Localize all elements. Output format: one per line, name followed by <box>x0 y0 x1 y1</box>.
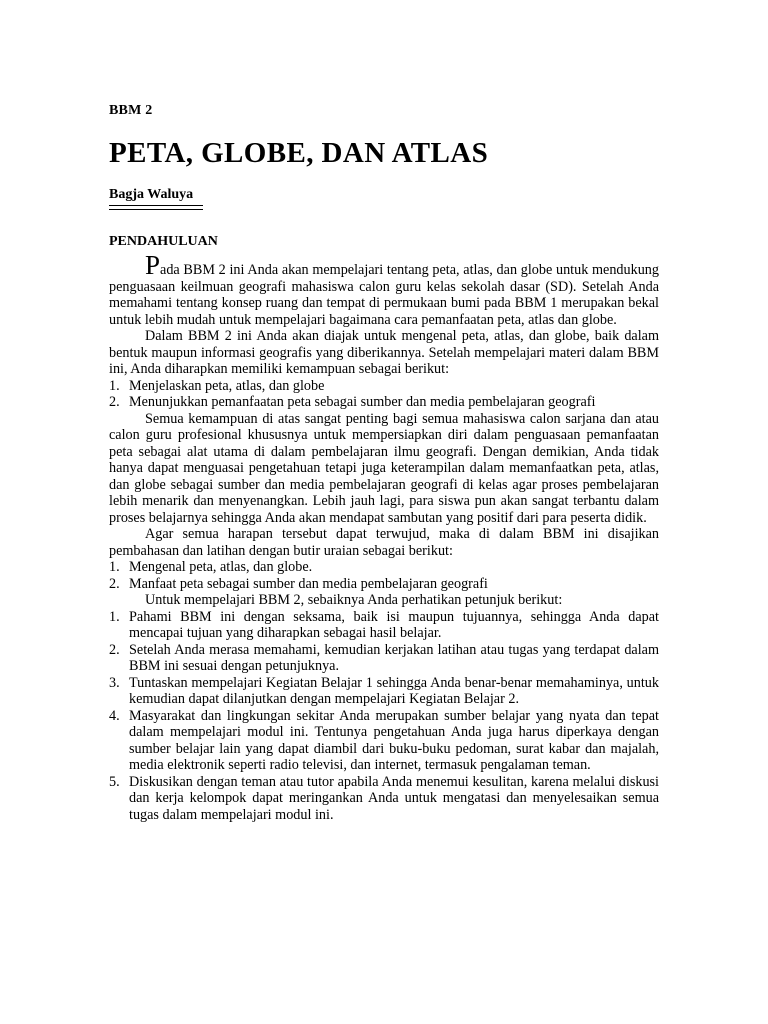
list-item-number: 4. <box>109 707 120 724</box>
list-item <box>109 394 659 411</box>
author-name: Bagja Waluya <box>109 187 194 202</box>
list-item-text: Setelah Anda merasa memahami, kemudian kerjakan latihan atau tugas yang terdapat dalam BBM ini sesuai dengan petunjuknya. <box>129 641 659 674</box>
instructions-list <box>109 609 659 824</box>
list-item-text: Menunjukkan pemanfaatan peta sebagai sumber dan media pembelajaran geografi <box>129 394 596 410</box>
list-item-text: Pahami BBM ini dengan seksama, baik isi maupun tujuannya, sehingga Anda dapat mencapai tujuan yang diharapkan sebagai hasil belajar. <box>129 608 659 641</box>
objectives-list <box>109 378 659 411</box>
list-item <box>109 609 659 642</box>
author-underline-bottom <box>109 209 203 210</box>
list-item <box>109 559 659 576</box>
list-item-number: 1. <box>109 377 120 394</box>
drop-cap: P <box>145 250 161 280</box>
list-item-number: 1. <box>109 559 120 575</box>
intro-paragraph-4: Agar semua harapan tersebut dapat terwujud, maka di dalam BBM ini disajikan pembahasan dan latihan dengan butir uraian sebagai berikut: <box>109 526 659 559</box>
list-item <box>109 576 659 593</box>
bbm-label: BBM 2 <box>109 103 153 118</box>
list-item-text: Diskusikan dengan teman atau tutor apabila Anda menemui kesulitan, karena melalui diskusi dan kerja kelompok dapat meringankan Anda untuk mengatasi dan menyelesaikan semua tugas dalam mempelajari modul ini. <box>129 773 659 823</box>
list-item-number: 5. <box>109 773 120 790</box>
intro-paragraph-2: Dalam BBM 2 ini Anda akan diajak untuk mengenal peta, atlas, dan globe, baik dalam bentuk maupun informasi geografis yang diberikannya. Setelah mempelajari materi dalam BBM ini, Anda diharapkan memiliki kemampuan sebagai berikut: <box>109 328 659 377</box>
topics-list <box>109 559 659 592</box>
list-item <box>109 774 659 824</box>
intro-paragraph-1 <box>109 250 659 328</box>
author-underline-top <box>109 205 203 206</box>
list-item-number: 2. <box>109 394 120 410</box>
list-item <box>109 378 659 395</box>
body-text <box>109 250 659 823</box>
intro-paragraph-1-text: ada BBM 2 ini Anda akan mempelajari tentang peta, atlas, dan globe untuk mendukung penguasaan keilmuan geografi mahasiswa calon guru kelas sekolah dasar (SD). Setelah Anda memahami tentang konsep ruang dan tempat di permukaan bumi pada BBM 1 merupakan bekal untuk lebih mudah untuk mempelajari bagaimana cara pemanfaatan peta, atlas dan globe. <box>109 262 659 328</box>
section-heading: PENDAHULUAN <box>109 234 218 249</box>
page-title: PETA, GLOBE, DAN ATLAS <box>109 137 489 169</box>
list-item-number: 3. <box>109 674 120 691</box>
list-item-text: Masyarakat dan lingkungan sekitar Anda merupakan sumber belajar yang nyata dan tepat dalam mempelajari modul ini. Tentunya pengetahuan Anda juga harus diperkaya dengan sumber belajar lain yang dapat diambil dari buku-buku pedoman, surat kabar dan majalah, media elektronik seperti radio televisi, dan internet, termasuk pengalaman teman. <box>129 707 659 773</box>
list-item-number: 2. <box>109 575 120 592</box>
intro-paragraph-3: Semua kemampuan di atas sangat penting bagi semua mahasiswa calon sarjana dan atau calon guru profesional khususnya untuk mempersiapkan diri dalam penguasaan pemanfaatan peta sebagai alat utama di dalam pembelajaran ilmu geografi. Dengan demikian, Anda tidak hanya dapat menguasai pengetahuan tetapi juga keterampilan dalam memanfaatkan peta, atlas, dan globe sebagai sumber dan media pembelajaran geografi di kelas agar proses pembelajaran lebih menarik dan menyenangkan. Lebih jauh lagi, para siswa pun akan sangat terbantu dalam proses belajarnya sehingga Anda akan mendapat sambutan yang positif dari para peserta didik. <box>109 410 659 526</box>
list-item-number: 1. <box>109 608 120 625</box>
list-item <box>109 642 659 675</box>
intro-paragraph-5: Untuk mempelajari BBM 2, sebaiknya Anda perhatikan petunjuk berikut: <box>145 592 563 608</box>
list-item <box>109 708 659 774</box>
list-item-text: Menjelaskan peta, atlas, dan globe <box>129 377 325 394</box>
list-item-text: Tuntaskan mempelajari Kegiatan Belajar 1 sehingga Anda benar-benar memahaminya, untuk kemudian dapat dilanjutkan dengan mempelajari Kegiatan Belajar 2. <box>129 674 659 707</box>
list-item-text: Manfaat peta sebagai sumber dan media pembelajaran geografi <box>129 575 488 592</box>
list-item <box>109 675 659 708</box>
list-item-number: 2. <box>109 641 120 658</box>
list-item-text: Mengenal peta, atlas, dan globe. <box>129 559 313 575</box>
